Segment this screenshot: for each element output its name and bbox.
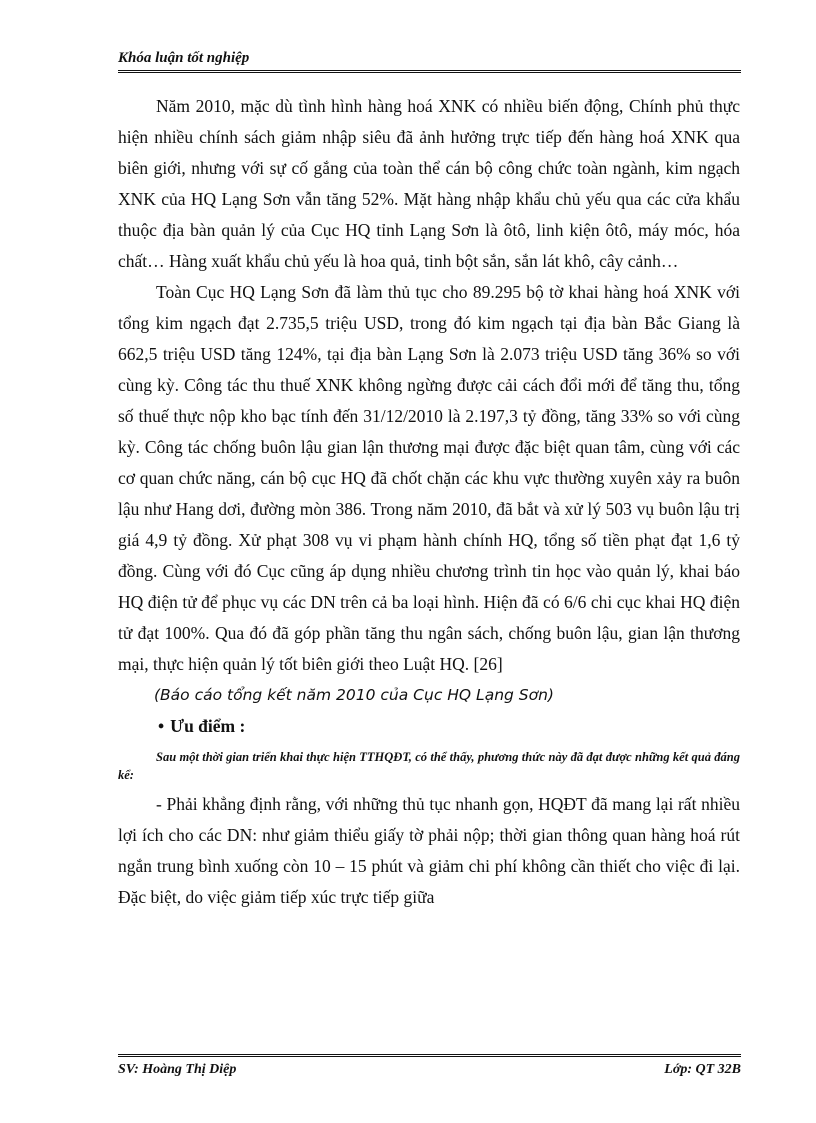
paragraph-advantage-1: - Phải khẳng định rằng, với những thủ tục nhanh gọn, HQĐT đã mang lại rất nhiều lợi ích cho các DN: như giảm thiểu giấy tờ phải nộp; thời gian thông quan hàng hoá rút ngắn trung bình xuống còn 10 – 15 phút và giảm chi phí không cần thiết cho việc đi lại. Đặc biệt, do việc giảm tiếp xúc trực tiếp giữa	[118, 794, 740, 907]
paragraph-overview-2010: Năm 2010, mặc dù tình hình hàng hoá XNK có nhiều biến động, Chính phủ thực hiện nhiều chính sách giảm nhập siêu đã ảnh hưởng trực tiếp đến hàng hoá XNK qua biên giới, nhưng với sự cố gắng của toàn thể cán bộ công chức toàn ngành, kim ngạch XNK của HQ Lạng Sơn vẫn tăng 52%. Mặt hàng nhập khẩu chủ yếu qua các cửa khẩu thuộc địa bàn quản lý của Cục HQ tỉnh Lạng Sơn là ôtô, linh kiện ôtô, máy móc, hóa chất… Hàng xuất khẩu chủ yếu là hoa quả, tinh bột sắn, sắn lát khô, cây cảnh…	[118, 96, 740, 271]
bullet-icon: •	[158, 716, 165, 736]
page-footer	[118, 1054, 741, 1080]
student-name: SV: Hoàng Thị Diệp	[118, 1062, 237, 1077]
advantages-intro: Sau một thời gian triển khai thực hiện TTHQĐT, có thể thấy, phương thức này đã đạt được những kết quả đáng kể:	[118, 750, 740, 782]
paragraph-customs-results: Toàn Cục HQ Lạng Sơn đã làm thủ tục cho 89.295 bộ tờ khai hàng hoá XNK với tổng kim ngạch đạt 2.735,5 triệu USD, trong đó kim ngạch tại địa bàn Bắc Giang là 662,5 triệu USD tăng 124%, tại địa bàn Lạng Sơn là 2.073 triệu USD tăng 36% so với cùng kỳ. Công tác thu thuế XNK không ngừng được cải cách đổi mới để tăng thu, tổng số thuế thực nộp kho bạc tính đến 31/12/2010 là 2.197,3 tỷ đồng, tăng 33% so với cùng kỳ. Công tác chống buôn lậu gian lận thương mại được đặc biệt quan tâm, cùng với các cơ quan chức năng, cán bộ cục HQ đã chốt chặn các khu vực thường xuyên xảy ra buôn lậu như Hang dơi, đường mòn 386. Trong năm 2010, đã bắt và xử lý 503 vụ buôn lậu trị giá 4,9 tỷ đồng. Xử phạt 308 vụ vi phạm hành chính HQ, tổng số tiền phạt đạt 1,6 tỷ đồng. Cùng với đó Cục cũng áp dụng nhiều chương trình tin học vào quản lý, khai báo HQ điện tử để phục vụ các DN trên cả ba loại hình. Hiện đã có 6/6 chi cục khai HQ điện tử đạt 100%. Qua đó đã góp phần tăng thu ngân sách, chống buôn lậu, gian lận thương mại, thực hiện quản lý tốt biên giới theo Luật HQ. [26]	[118, 282, 740, 674]
thesis-title: Khóa luận tốt nghiệp	[118, 50, 250, 66]
class-label: Lớp: QT 32B	[664, 1062, 741, 1077]
advantages-heading-label: Ưu điểm :	[170, 716, 246, 736]
advantages-heading	[158, 711, 740, 742]
source-citation: (Báo cáo tổng kết năm 2010 của Cục HQ Lạng Sơn)	[154, 686, 554, 704]
page-content	[118, 91, 740, 913]
page-header	[118, 48, 741, 73]
